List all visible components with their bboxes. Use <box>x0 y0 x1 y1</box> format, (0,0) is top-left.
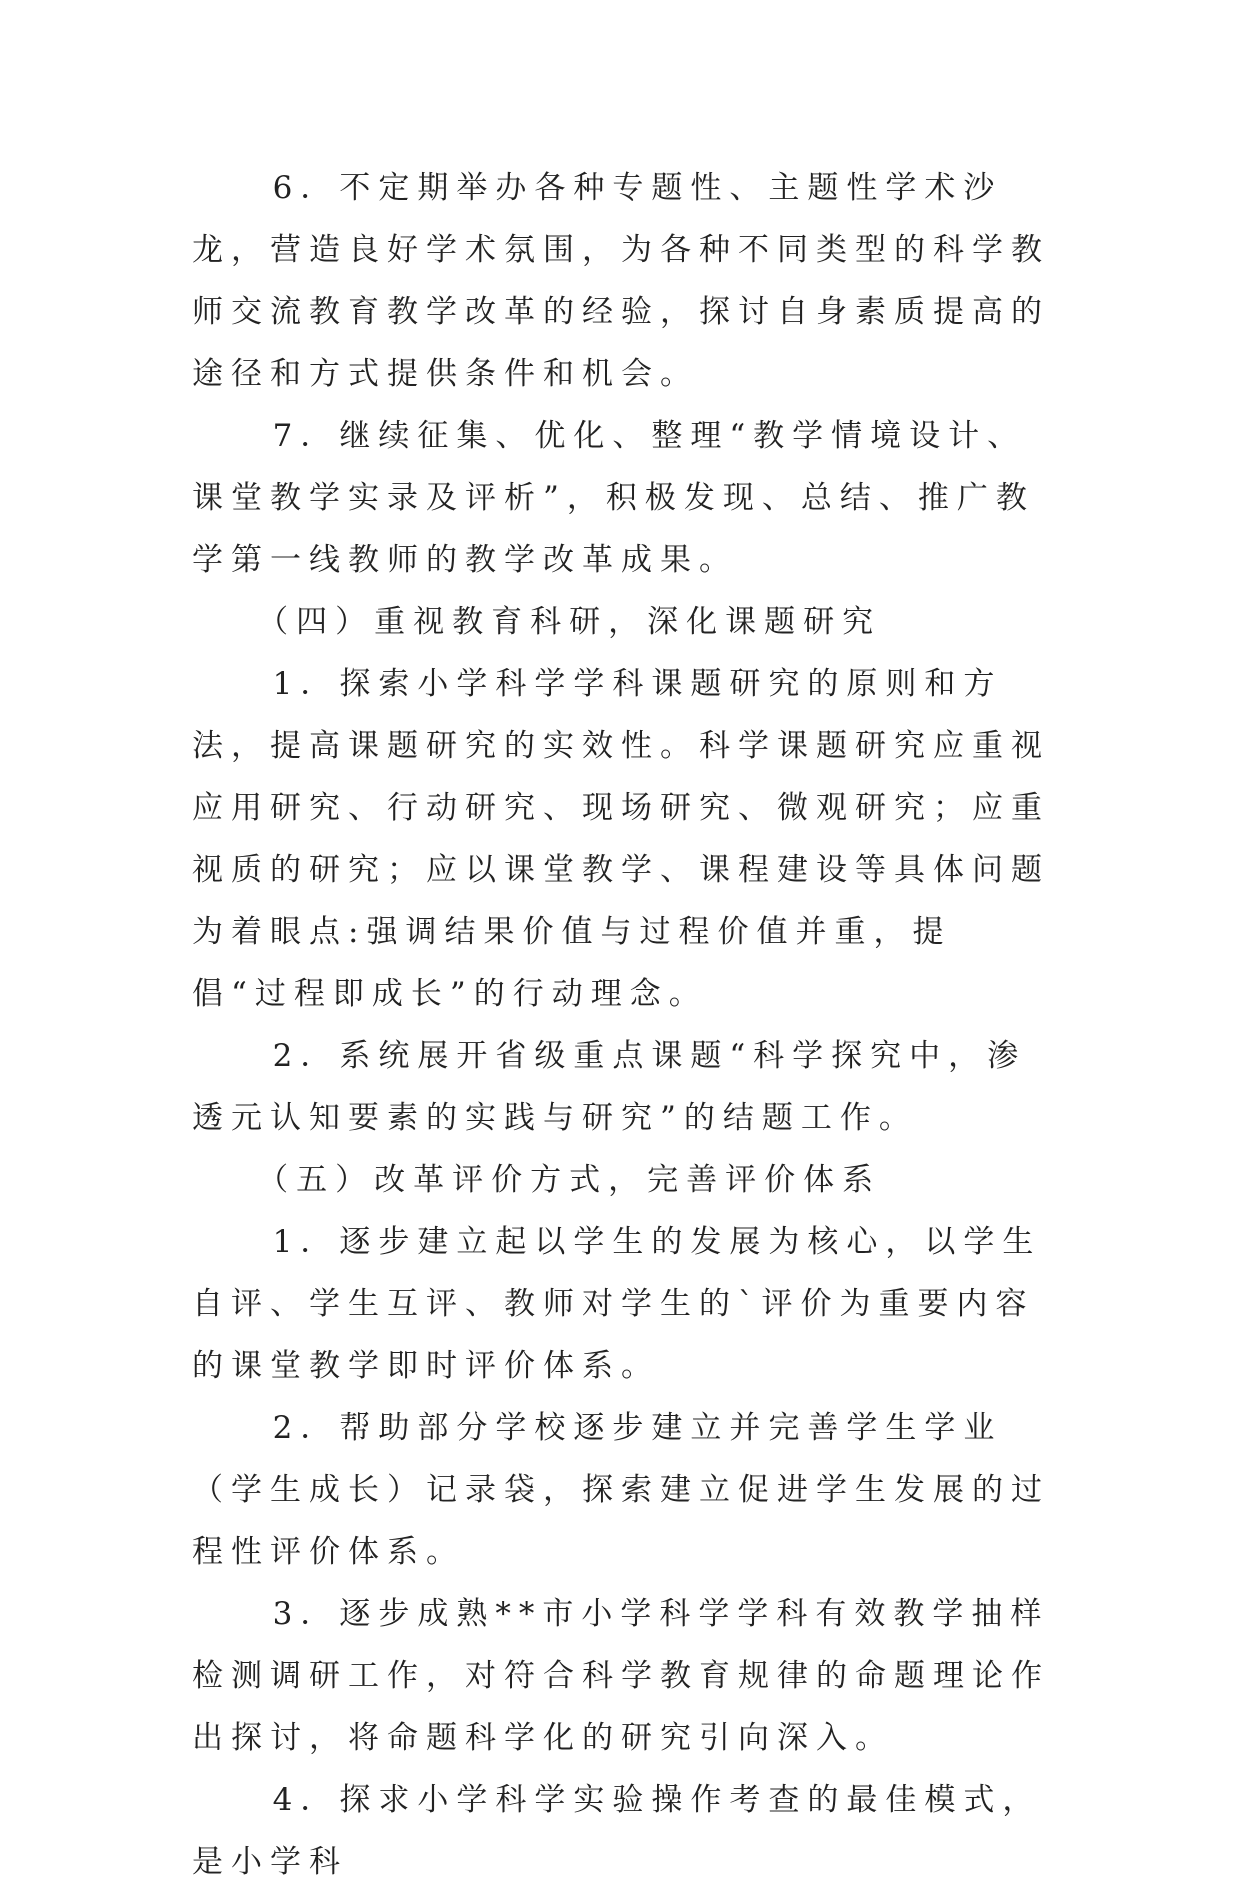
section-heading-4: （四）重视教育科研，深化课题研究 <box>257 604 882 640</box>
paragraph-research-1: 1．探索小学科学学科课题研究的原则和方法，提高课题研究的实效性。科学课题研究应重视应用研究、行动研究、现场研究、微观研究；应重视质的研究；应以课堂教学、课程建设等具体问题为着眼点:强调结果价值与过程价值并重，提倡“过程即成长”的行动理念。 <box>192 666 1050 1012</box>
paragraph-item-7: 7．继续征集、优化、整理“教学情境设计、课堂教学实录及评析”，积极发现、总结、推广教学第一线教师的教学改革成果。 <box>192 418 1035 578</box>
document-body <box>192 157 1052 1893</box>
paragraph-evaluation-2: 2．帮助部分学校逐步建立并完善学生学业（学生成长）记录袋，探索建立促进学生发展的过程性评价体系。 <box>192 1410 1050 1570</box>
paragraph-research-2: 2．系统展开省级重点课题“科学探究中，渗透元认知要素的实践与研究”的结题工作。 <box>192 1038 1027 1136</box>
section-heading-5: （五）改革评价方式，完善评价体系 <box>257 1162 882 1198</box>
paragraph-evaluation-1: 1．逐步建立起以学生的发展为核心，以学生自评、学生互评、教师对学生的`评价为重要内容的课堂教学即时评价体系。 <box>192 1224 1042 1384</box>
paragraph-evaluation-4: 4．探求小学科学实验操作考查的最佳模式，是小学科 <box>192 1782 1042 1880</box>
paragraph-evaluation-3: 3．逐步成熟**市小学科学学科有效教学抽样检测调研工作，对符合科学教育规律的命题理论作出探讨，将命题科学化的研究引向深入。 <box>192 1596 1050 1756</box>
paragraph-item-6: 6．不定期举办各种专题性、主题性学术沙龙，营造良好学术氛围，为各种不同类型的科学教师交流教育教学改革的经验，探讨自身素质提高的途径和方式提供条件和机会。 <box>192 170 1050 392</box>
